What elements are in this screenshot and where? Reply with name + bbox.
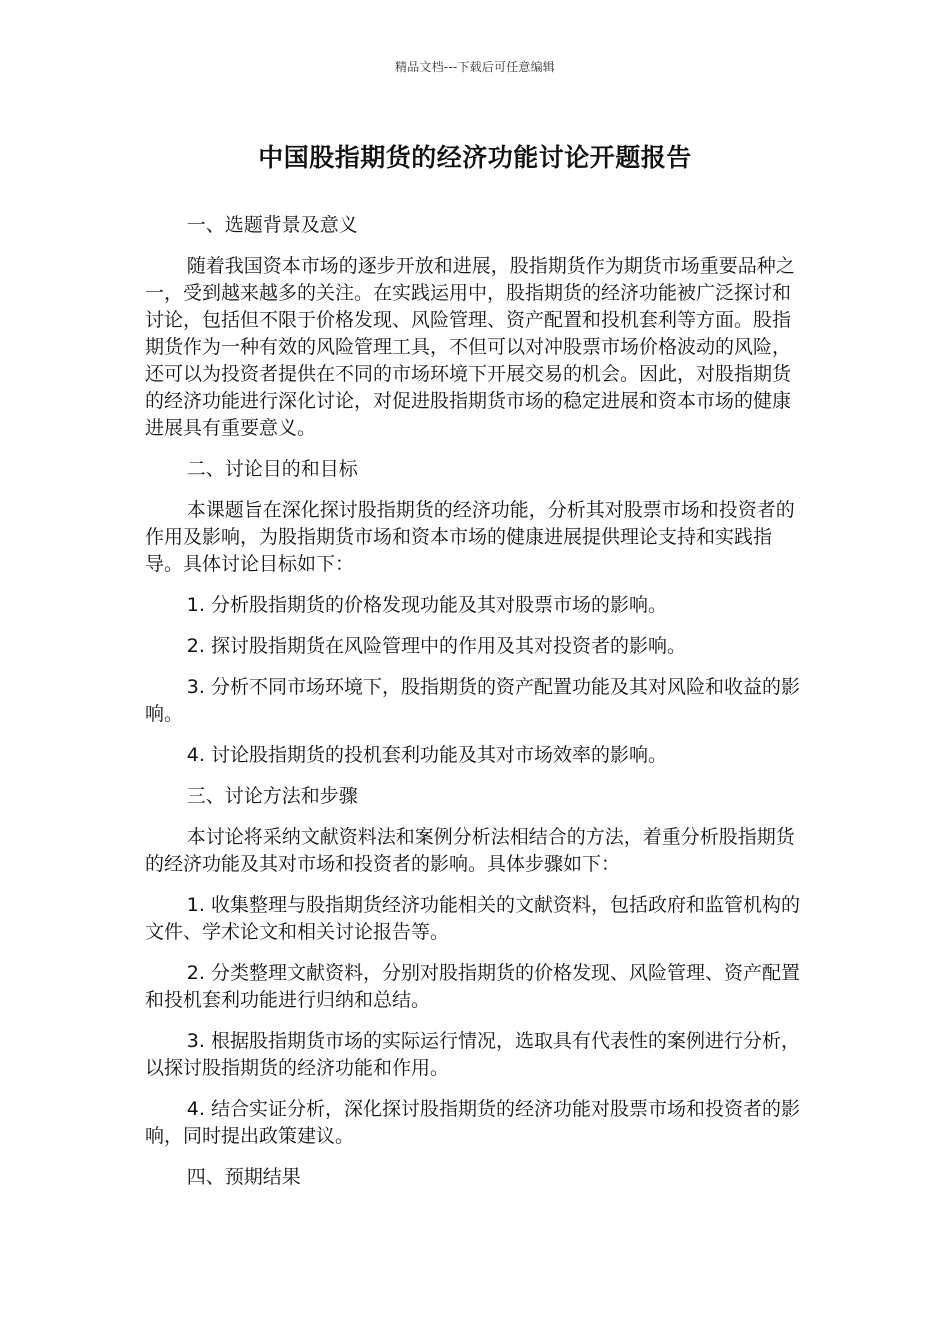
paragraph: 本课题旨在深化探讨股指期货的经济功能，分析其对股票市场和投资者的作用及影响，为股指期货市场和资本市场的健康进展提供理论支持和实践指导。具体讨论目标如下：	[145, 499, 795, 575]
list-item: 4. 结合实证分析，深化探讨股指期货的经济功能对股票市场和投资者的影响，同时提出政策建议。	[145, 1098, 800, 1147]
list-item: 4. 讨论股指期货的投机套利功能及其对市场效率的影响。	[186, 744, 667, 766]
list-item: 1. 收集整理与股指期货经济功能相关的文献资料，包括政府和监管机构的文件、学术论文和相关讨论报告等。	[145, 894, 800, 943]
list-item: 1. 分析股指期货的价格发现功能及其对股票市场的影响。	[186, 594, 667, 616]
section-heading: 四、预期结果	[186, 1166, 301, 1188]
paragraph: 本讨论将采纳文献资料法和案例分析法相结合的方法，着重分析股指期货的经济功能及其对市场和投资者的影响。具体步骤如下：	[145, 826, 795, 875]
section-heading: 三、讨论方法和步骤	[186, 785, 358, 807]
document-body	[145, 212, 800, 1205]
list-item: 2. 分类整理文献资料，分别对股指期货的价格发现、风险管理、资产配置和投机套利功能进行归纳和总结。	[145, 962, 800, 1011]
list-item: 3. 分析不同市场环境下，股指期货的资产配置功能及其对风险和收益的影响。	[145, 676, 800, 725]
list-item: 3. 根据股指期货市场的实际运行情况，选取具有代表性的案例进行分析，以探讨股指期货的经济功能和作用。	[145, 1030, 800, 1079]
section-heading: 一、选题背景及意义	[186, 214, 358, 236]
paragraph: 随着我国资本市场的逐步开放和进展，股指期货作为期货市场重要品种之一，受到越来越多的关注。在实践运用中，股指期货的经济功能被广泛探讨和讨论，包括但不限于价格发现、风险管理、资产配置和投机套利等方面。股指期货作为一种有效的风险管理工具，不但可以对冲股票市场价格波动的风险，还可以为投资者提供在不同的市场环境下开展交易的机会。因此，对股指期货的经济功能进行深化讨论，对促进股指期货市场的稳定进展和资本市场的健康进展具有重要意义。	[145, 255, 795, 439]
document-title: 中国股指期货的经济功能讨论开题报告	[258, 143, 692, 172]
page-header-note: 精品文档---下载后可任意编辑	[395, 60, 555, 74]
list-item: 2. 探讨股指期货在风险管理中的作用及其对投资者的影响。	[186, 635, 686, 657]
section-heading: 二、讨论目的和目标	[186, 458, 358, 480]
